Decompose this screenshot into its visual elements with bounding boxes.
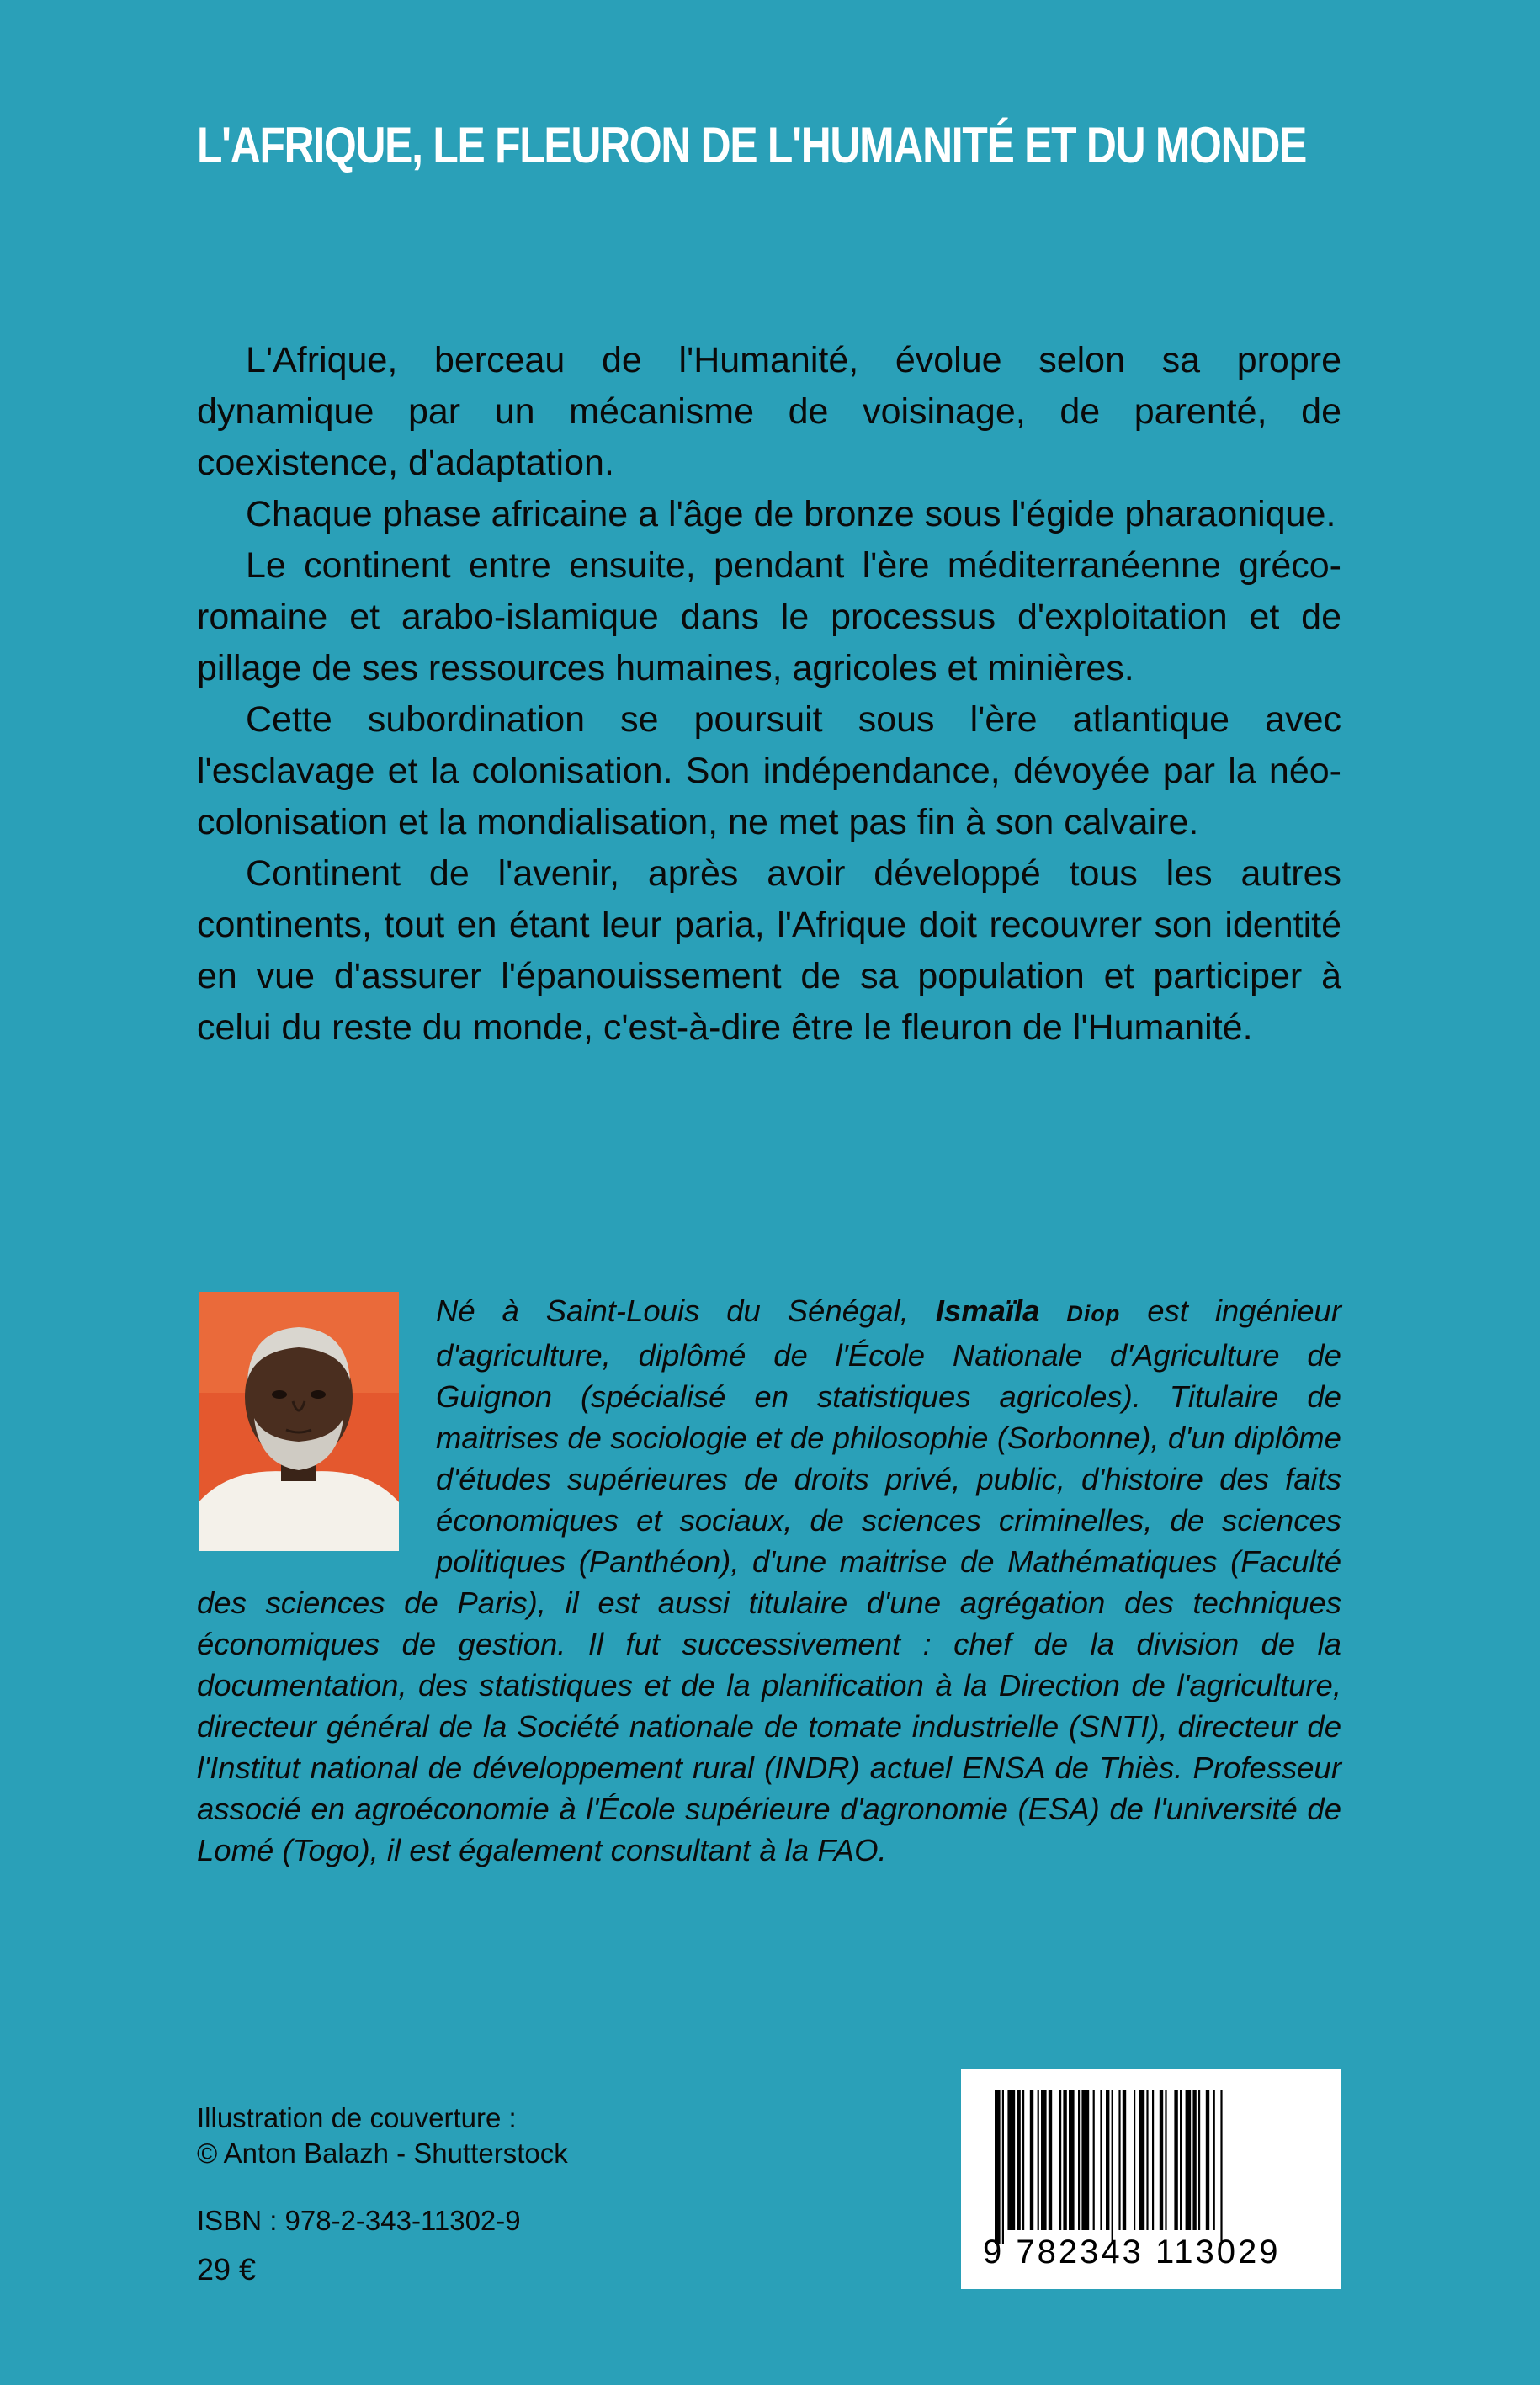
barcode-bar	[1106, 2090, 1109, 2230]
bio-text: est ingénieur d'agriculture, diplômé de l'École Nationale d'Agriculture de Guignon (spécialisé en statistiques agricoles). Titulaire de maitrises de sociologie et de philosophie (Sorbonne), d'un diplôme d'études supérieures de droits privé, public, d'histoire des faits économiques et sociaux, de sciences criminelles, de sciences politiques (Panthéon), d'une maitrise de Mathématiques (Faculté des sciences de Paris), il est aussi titulaire d'une agrégation des techniques économiques de gestion. Il fut successivement : chef de la division de la documentation, des statistiques et de la planification à la Direction de l'agriculture, directeur général de la Société nationale de tomate industrielle (SNTI), directeur de l'Institut national de développement rural (INDR) actuel ENSA de Thiès. Professeur associé en agroéconomie à l'École supérieure d'agronomie (ESA) de l'université de Lomé (Togo), il est également consultant à la FAO.	[197, 1293, 1341, 1867]
cover-credits	[197, 2101, 568, 2171]
barcode-bar	[1041, 2090, 1047, 2230]
book-summary	[197, 335, 1341, 1054]
summary-paragraph: L'Afrique, berceau de l'Humanité, évolue selon sa propre dynamique par un mécanisme de voisinage, de parenté, de coexistence, d'adaptation.	[197, 340, 1341, 483]
barcode-bar	[1093, 2090, 1095, 2230]
bio-intro: Né à Saint-Louis du Sénégal,	[436, 1293, 936, 1328]
summary-paragraph: Continent de l'avenir, après avoir développé tous les autres continents, tout en étant leur paria, l'Afrique doit recouvrer son identité en vue d'assurer l'épanouissement de sa population et participer à celui du reste du monde, c'est-à-dire être le fleuron de l'Humanité.	[197, 853, 1341, 1048]
barcode-bar	[1038, 2090, 1039, 2230]
cover-credit-label: Illustration de couverture :	[197, 2102, 517, 2133]
summary-paragraph: Cette subordination se poursuit sous l'ère atlantique avec l'esclavage et la colonisation. Son indépendance, dévoyée par la néo-colonisation et la mondialisation, ne met pas fin à son calvaire.	[197, 699, 1341, 842]
barcode-bar	[1165, 2090, 1166, 2230]
barcode-bar	[1152, 2090, 1154, 2230]
barcode-bar	[1069, 2090, 1075, 2230]
barcode-bar	[1160, 2090, 1163, 2230]
barcode-bar	[1017, 2090, 1020, 2230]
barcode-bar	[1174, 2090, 1177, 2230]
barcode-bar	[1220, 2090, 1222, 2244]
barcode-bar	[1081, 2090, 1089, 2230]
barcode-bar	[1213, 2090, 1215, 2230]
barcode-digits: 9 782343 113029	[983, 2234, 1281, 2271]
barcode-bar	[1139, 2090, 1145, 2230]
isbn: ISBN : 978-2-343-11302-9	[197, 2205, 521, 2236]
barcode-bar	[1049, 2090, 1052, 2230]
barcode-bar	[1002, 2090, 1004, 2244]
author-biography	[197, 1290, 1341, 1871]
barcode-bar	[1123, 2090, 1126, 2230]
barcode-bar	[1059, 2090, 1061, 2230]
barcode-bar	[1007, 2090, 1015, 2230]
summary-paragraph: Le continent entre ensuite, pendant l'ère méditerranéenne gréco-romaine et arabo-islamique dans le processus d'exploitation et de pillage de ses ressources humaines, agricoles et minières.	[197, 545, 1341, 688]
summary-paragraph: Chaque phase africaine a l'âge de bronze sous l'égide pharaonique.	[246, 494, 1336, 534]
author-first-name: Ismaïla	[935, 1293, 1067, 1328]
barcode-bar	[1186, 2090, 1192, 2230]
barcode-bar	[1134, 2090, 1135, 2230]
barcode-bar	[995, 2090, 1001, 2244]
barcode-bar	[1063, 2090, 1066, 2230]
price: 29 €	[197, 2252, 257, 2287]
cover-credit-source: © Anton Balazh - Shutterstock	[197, 2138, 568, 2169]
author-name	[936, 1293, 1121, 1328]
barcode-bar	[1030, 2090, 1033, 2230]
barcode-bar	[1112, 2090, 1113, 2244]
barcode-bar	[1198, 2090, 1200, 2230]
barcode-bar	[1192, 2090, 1196, 2230]
barcode-bar	[1206, 2090, 1209, 2230]
author-last-name: Diop	[1066, 1301, 1121, 1326]
barcode-bar	[1146, 2090, 1148, 2230]
barcode-bar	[1022, 2090, 1024, 2230]
barcode-bar	[1118, 2090, 1120, 2230]
barcode-bar	[1078, 2090, 1080, 2230]
barcode-bar	[1100, 2090, 1102, 2230]
book-title: L'AFRIQUE, LE FLEURON DE L'HUMANITÉ ET DU MONDE	[197, 117, 1307, 173]
barcode-bar	[1180, 2090, 1182, 2230]
